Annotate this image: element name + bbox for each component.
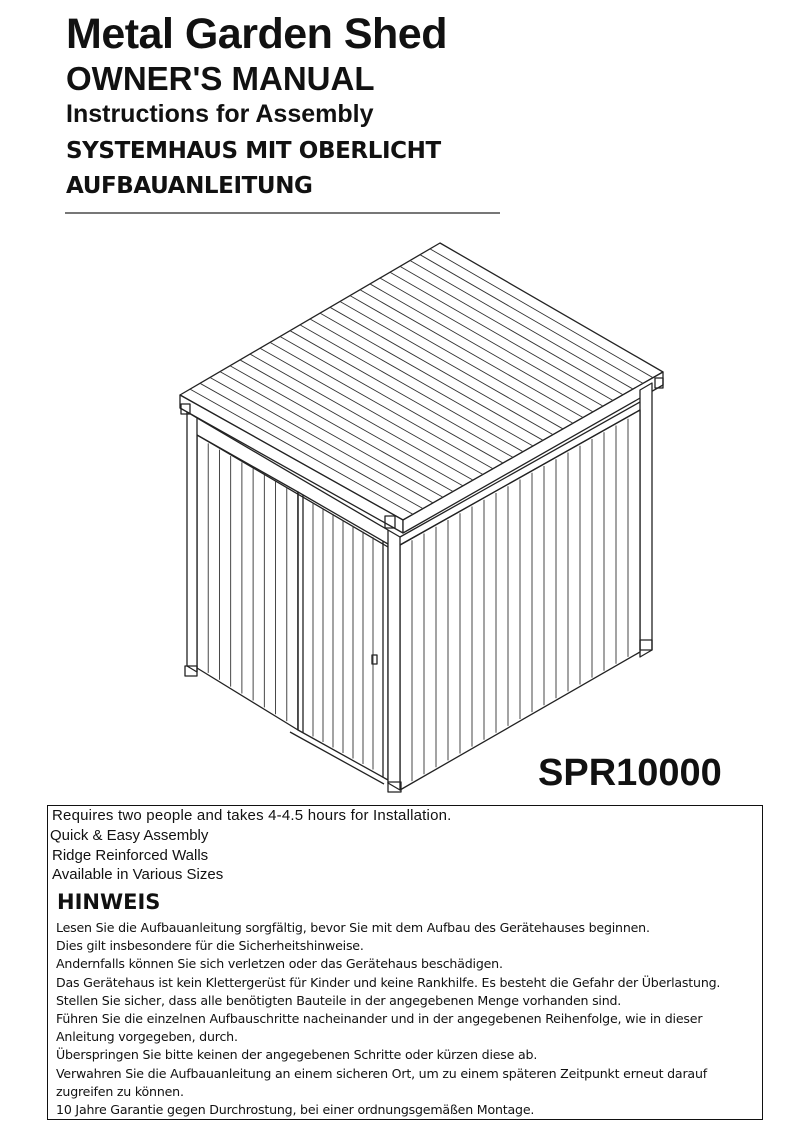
manual-subtitle: OWNER'S MANUAL [66, 60, 375, 97]
manual-title: Metal Garden Shed [66, 10, 447, 58]
front-right-post [388, 530, 400, 790]
front-wall [197, 435, 298, 730]
notice-heading: HINWEIS [57, 890, 161, 914]
rear-post [640, 383, 652, 657]
feature-assembly: Quick & Easy Assembly [50, 827, 209, 844]
notice-line: Das Gerätehaus ist kein Klettergerüst für Kinder und keine Rankhilfe. Es besteht die Gefahr der Überlastung. [56, 974, 721, 990]
front-left-post [187, 412, 197, 672]
notice-line: zugreifen zu können. [56, 1083, 184, 1099]
notice-line: Führen Sie die einzelnen Aufbauschritte nacheinander und in der angegebenen Reihenfolge, wie in dieser [56, 1011, 703, 1027]
title-divider [65, 212, 500, 214]
notice-text [56, 919, 756, 1119]
notice-line: Lesen Sie die Aufbauanleitung sorgfältig, bevor Sie mit dem Aufbau des Gerätehauses beginnen. [56, 920, 650, 935]
feature-walls: Ridge Reinforced Walls [52, 847, 209, 864]
notice-line: Dies gilt insbesondere für die Sicherheitshinweise. [56, 938, 364, 954]
notice-line: 10 Jahre Garantie gegen Durchrostung, bei einer ordnungsgemäßen Montage. [56, 1102, 535, 1118]
shed-illustration [170, 235, 670, 795]
notice-line: Stellen Sie sicher, dass alle benötigten Bauteile in der angegebenen Menge vorhanden sind. [56, 992, 622, 1008]
model-number: SPR10000 [538, 752, 722, 794]
notice-line: Überspringen Sie bitte keinen der angegebenen Schritte oder kürzen diese ab. [56, 1047, 538, 1063]
german-subtitle: AUFBAUANLEITUNG [66, 173, 313, 199]
notice-line: Anleitung vorgegeben, durch. [56, 1029, 238, 1045]
notice-line: Andernfalls können Sie sich verletzen oder das Gerätehaus beschädigen. [56, 956, 503, 972]
notice-line: Verwahren Sie die Aufbauanleitung an einem sicheren Ort, um zu einem späteren Zeitpunkt erneut darauf [56, 1065, 707, 1081]
instructions-label: Instructions for Assembly [66, 100, 374, 128]
german-title: SYSTEMHAUS MIT OBERLICHT [66, 138, 441, 164]
feature-requirements: Requires two people and takes 4-4.5 hours for Installation. [52, 807, 452, 824]
feature-sizes: Available in Various Sizes [52, 866, 224, 883]
